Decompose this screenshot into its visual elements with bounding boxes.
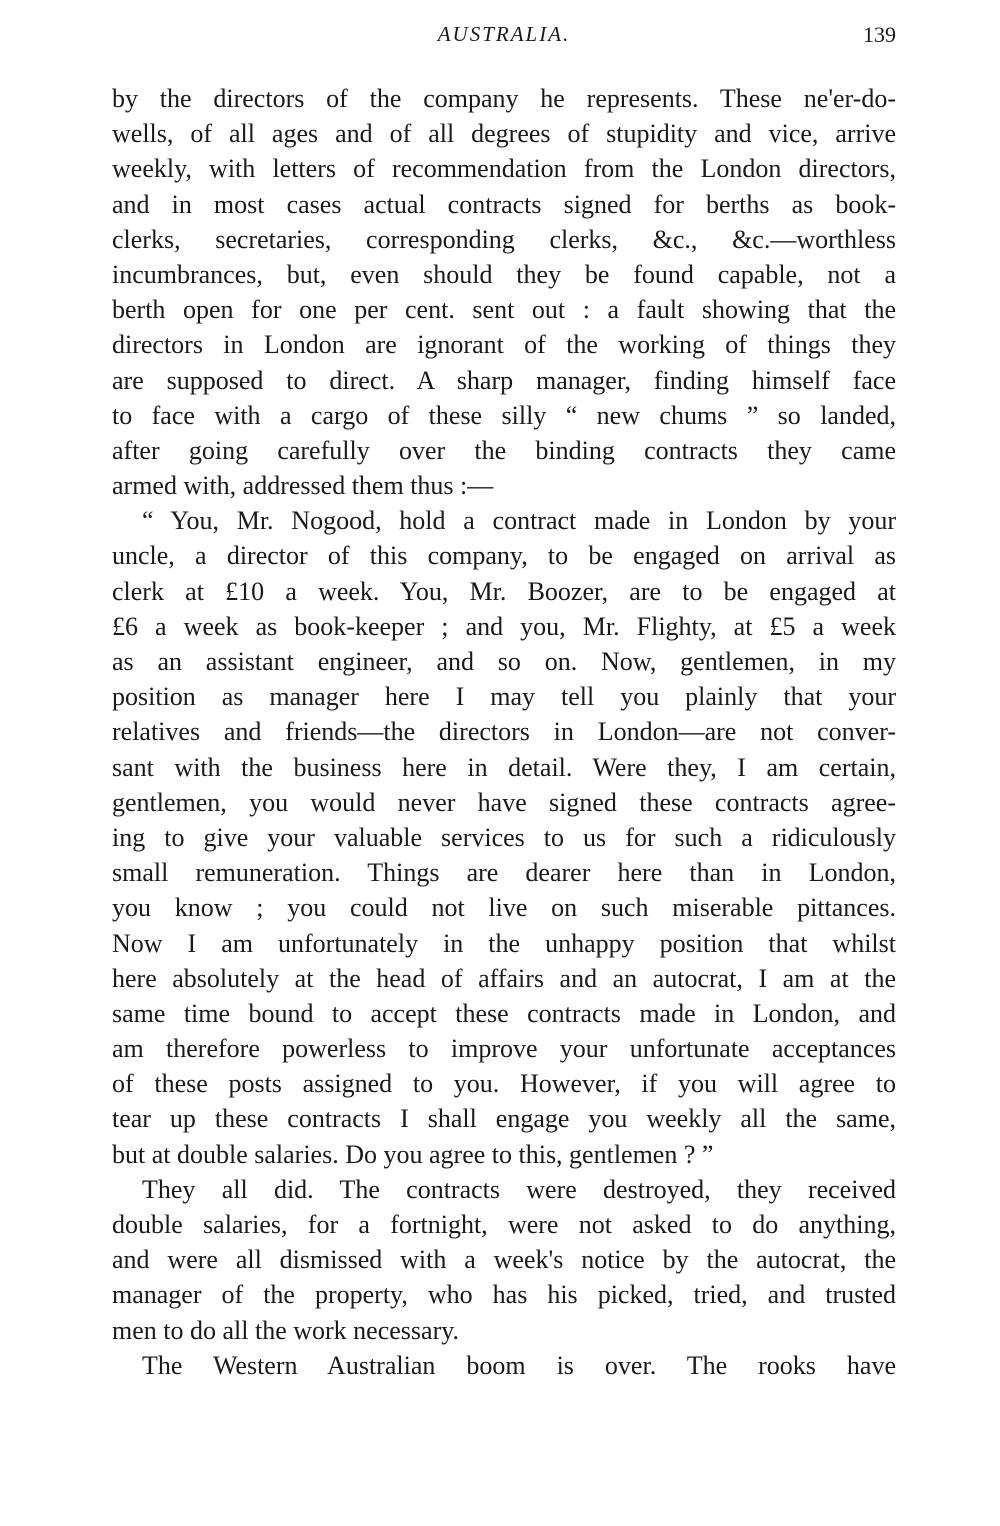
- text-line: but at double salaries. Do you agree to this, gentlemen ? ”: [112, 1139, 714, 1169]
- text-line: am therefore powerless to improve your unfortunate acceptances: [112, 1034, 896, 1064]
- text-line: sant with the business here in detail. Were they, I am certain,: [112, 752, 896, 782]
- body-text: [112, 81, 896, 1383]
- text-line: to face with a cargo of these silly “ new chums ” so landed,: [112, 400, 896, 430]
- text-line: clerk at £10 a week. You, Mr. Boozer, are to be engaged at: [112, 576, 896, 606]
- text-line: after going carefully over the binding contracts they came: [112, 435, 896, 465]
- text-line: double salaries, for a fortnight, were not asked to do anything,: [112, 1210, 896, 1239]
- running-head: [112, 22, 896, 56]
- text-line: uncle, a director of this company, to be engaged on arrival as: [112, 541, 896, 571]
- text-line: £6 a week as book-keeper ; and you, Mr. Flighty, at £5 a week: [112, 611, 896, 641]
- text-line: tear up these contracts I shall engage you weekly all the same,: [112, 1104, 896, 1134]
- text-line: by the directors of the company he represents. These ne'er-do-: [112, 84, 896, 113]
- text-line: manager of the property, who has his picked, tried, and trusted: [112, 1280, 896, 1310]
- text-line: and were all dismissed with a week's notice by the autocrat, the: [112, 1245, 896, 1275]
- paragraph-quote: [112, 503, 896, 1172]
- text-line: small remuneration. Things are dearer here than in London,: [112, 858, 896, 888]
- text-line: incumbrances, but, even should they be found capable, not a: [112, 259, 896, 289]
- text-line: armed with, addressed them thus :—: [112, 471, 494, 501]
- text-line: berth open for one per cent. sent out : a fault showing that the: [112, 295, 896, 325]
- text-line: here absolutely at the head of affairs and an autocrat, I am at the: [112, 963, 896, 993]
- text-line: wells, of all ages and of all degrees of stupidity and vice, arrive: [112, 119, 896, 149]
- text-line: as an assistant engineer, and so on. Now, gentlemen, in my: [112, 647, 896, 676]
- text-line: men to do all the work necessary.: [112, 1315, 460, 1345]
- text-line: and in most cases actual contracts signed for berths as book-: [112, 189, 896, 219]
- text-line: They all did. The contracts were destroyed, they received: [142, 1174, 896, 1204]
- text-line: position as manager here I may tell you plainly that your: [112, 682, 896, 712]
- text-line: ing to give your valuable services to us for such a ridiculously: [112, 822, 896, 852]
- paragraph-outcome: [112, 1172, 896, 1348]
- text-line: gentlemen, you would never have signed these contracts agree-: [112, 787, 896, 817]
- text-line: directors in London are ignorant of the working of things they: [112, 330, 896, 360]
- text-line: you know ; you could not live on such miserable pittances.: [112, 893, 896, 923]
- text-line: The Western Australian boom is over. The rooks have: [142, 1350, 896, 1380]
- text-line: weekly, with letters of recommendation from the London directors,: [112, 154, 896, 184]
- running-title: AUSTRALIA.: [437, 22, 571, 46]
- text-line: same time bound to accept these contracts made in London, and: [112, 998, 896, 1028]
- page-number: 139: [863, 22, 896, 47]
- paragraph-boom: [112, 1348, 896, 1383]
- text-line: of these posts assigned to you. However, if you will agree to: [112, 1069, 896, 1099]
- text-line: relatives and friends—the directors in London—are not conver-: [112, 717, 896, 747]
- text-line: are supposed to direct. A sharp manager, finding himself face: [112, 365, 896, 395]
- text-line: Now I am unfortunately in the unhappy position that whilst: [112, 928, 896, 958]
- text-line: “ You, Mr. Nogood, hold a contract made in London by your: [142, 506, 896, 536]
- text-line: clerks, secretaries, corresponding clerks, &c., &c.—worthless: [112, 224, 896, 254]
- paragraph-continued: [112, 81, 896, 503]
